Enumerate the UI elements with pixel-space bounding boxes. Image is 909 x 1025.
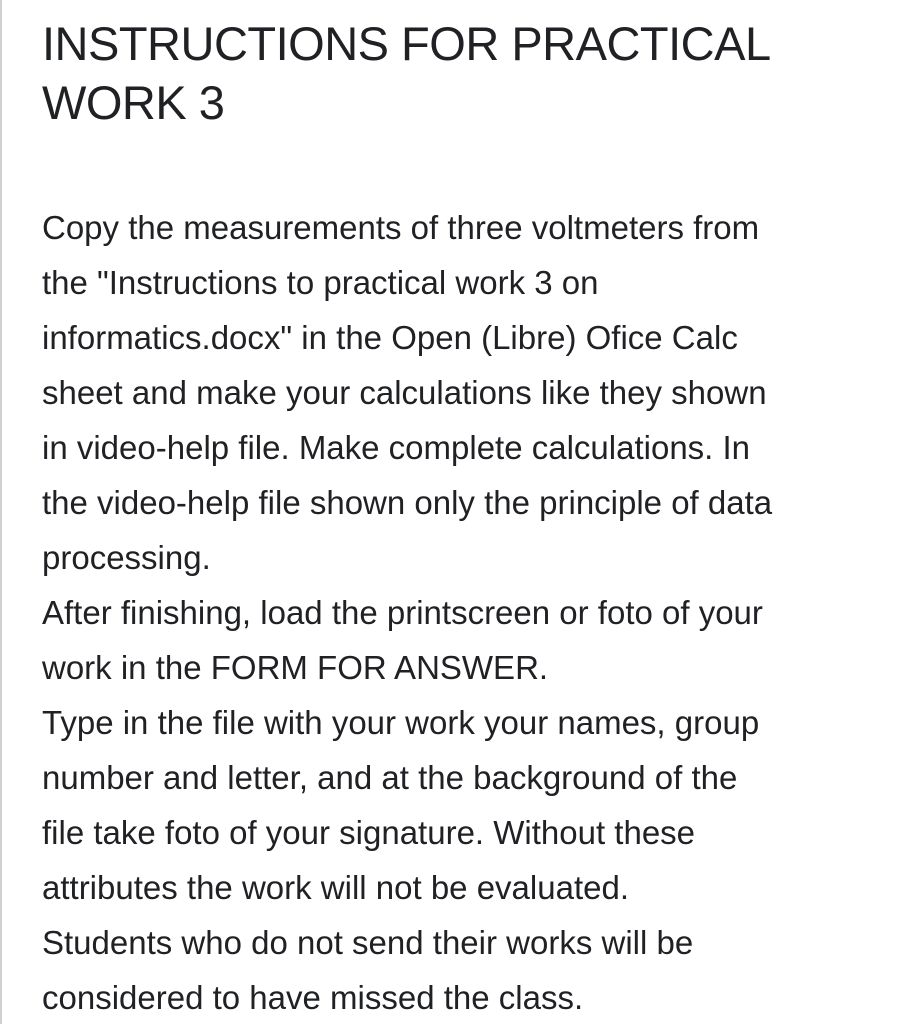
body-line: work in the FORM FOR ANSWER.	[42, 649, 549, 686]
body-line: After finishing, load the printscreen or foto of your	[42, 594, 763, 631]
page-left-border	[0, 0, 2, 1024]
page-title	[42, 14, 892, 132]
body-line: Students who do not send their works will be	[42, 924, 694, 961]
title-line: INSTRUCTIONS FOR PRACTICAL	[42, 17, 771, 70]
instructions-body	[42, 200, 892, 1025]
body-line: sheet and make your calculations like they shown	[42, 374, 767, 411]
body-line: informatics.docx" in the Open (Libre) Ofice Calc	[42, 319, 738, 356]
body-line: number and letter, and at the background of the	[42, 759, 738, 796]
body-line: file take foto of your signature. Without these	[42, 814, 696, 851]
body-line: Copy the measurements of three voltmeters from	[42, 209, 760, 246]
body-line: the "Instructions to practical work 3 on	[42, 264, 599, 301]
body-line: the video-help file shown only the principle of data	[42, 484, 773, 521]
body-line: considered to have missed the class.	[42, 979, 584, 1016]
body-line: Type in the file with your work your names, group	[42, 704, 760, 741]
body-line: attributes the work will not be evaluated.	[42, 869, 629, 906]
title-line: WORK 3	[42, 76, 225, 129]
body-line: processing.	[42, 539, 211, 576]
body-line: in video-help file. Make complete calculations. In	[42, 429, 751, 466]
instructions-card	[42, 14, 892, 1016]
